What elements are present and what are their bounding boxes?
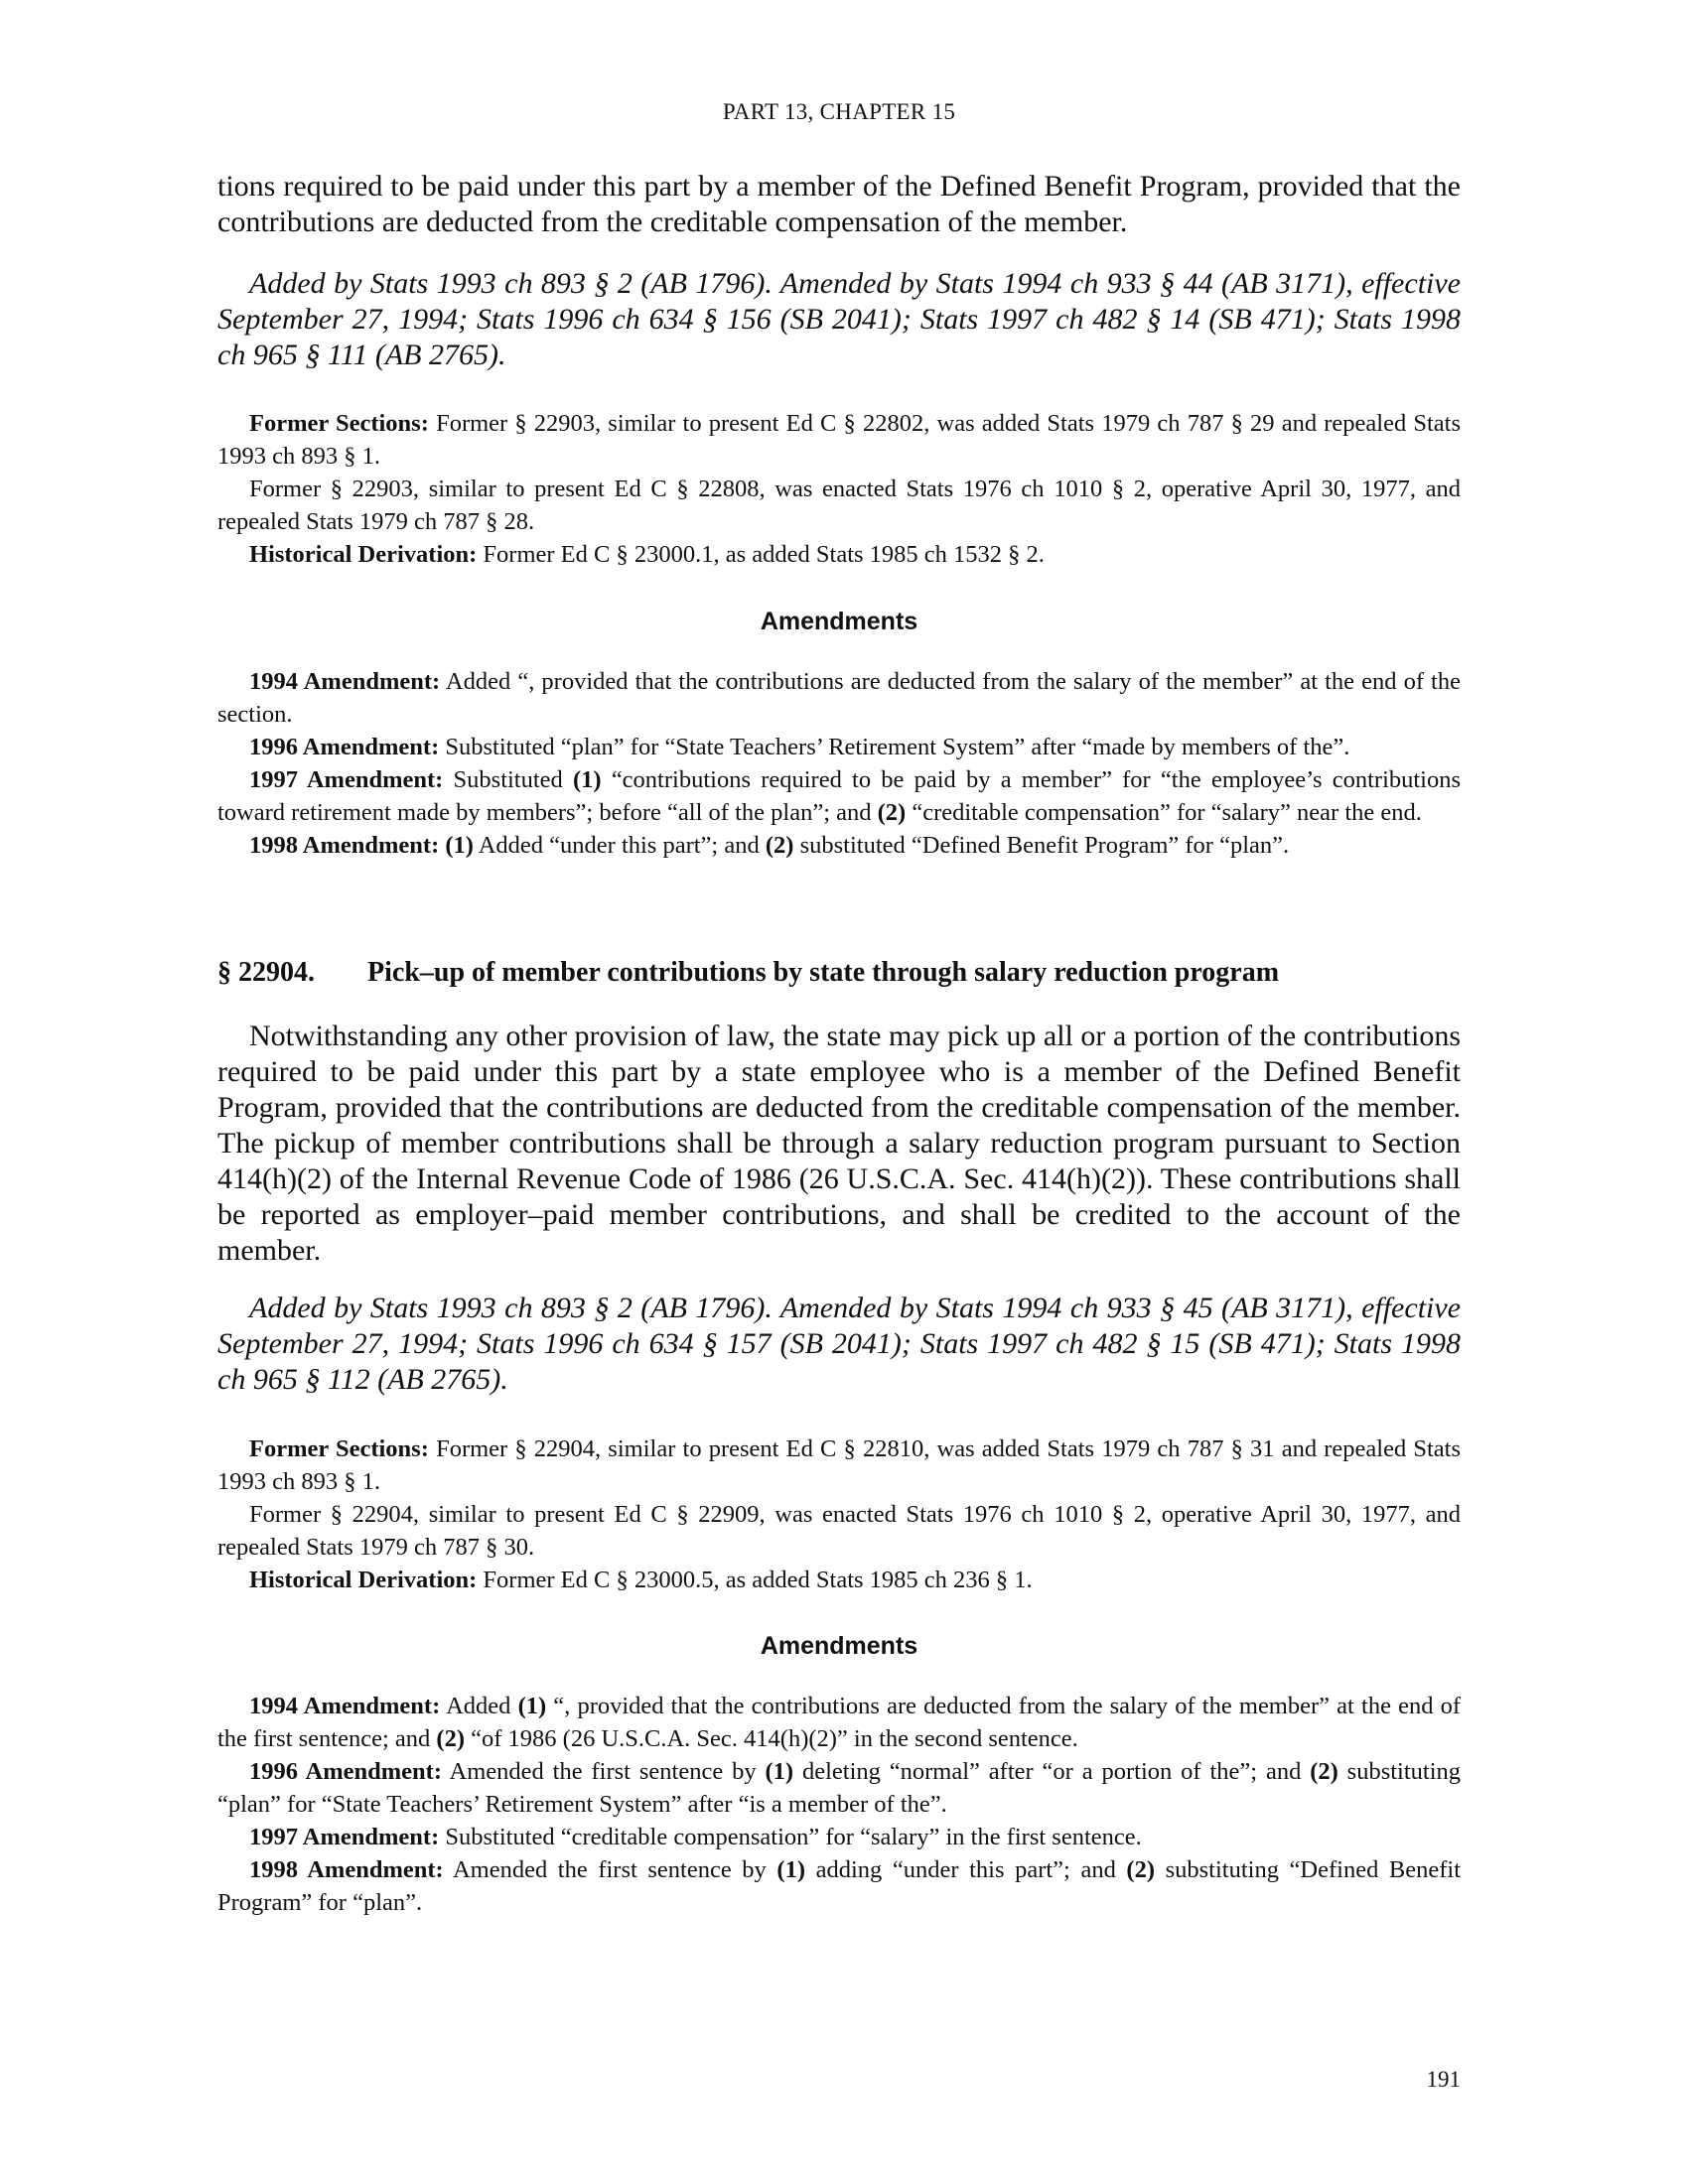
history-22904 (217, 1291, 1461, 1398)
former-sections-note (217, 407, 1461, 473)
amendment-1996-text: Substituted “plan” for “State Teachers’ Retirement System” after “made by members of the”. (445, 734, 1350, 760)
amendment-1994 (217, 665, 1461, 731)
former-sections-label: Former Sections: (249, 410, 429, 437)
item-marker: (1) (445, 832, 474, 859)
item-marker: (2) (1126, 1856, 1155, 1883)
item-marker: (1) (517, 1693, 547, 1719)
amendments-22903 (217, 665, 1461, 862)
amendment-1996-label: 1996 Amendment: (249, 734, 440, 760)
amendment-1997 (217, 763, 1461, 829)
amendment-1997 (217, 1821, 1461, 1853)
amendment-1994-text: Added “, provided that the contributions are deducted from the salary of the member” at the end of the section. (217, 668, 1461, 728)
item-marker: (2) (436, 1725, 465, 1752)
amendment-1998-text: Added “under this part”; and (478, 832, 760, 859)
item-marker: (2) (1310, 1758, 1338, 1785)
item-marker: (2) (877, 799, 907, 826)
former-sections-22904 (217, 1433, 1461, 1596)
section-body-paragraph: Notwithstanding any other provision of law, the state may pick up all or a portion of the contributions required to be paid under this part by a state employee who is a member of the Defined Benefit Program, provided that the contributions are deducted from the creditable compensation of the member. The pickup of member contributions shall be through a salary reduction program pursuant to Section 414(h)(2) of the Internal Revenue Code of 1986 (26 U.S.C.A. Sec. 414(h)(2)). These contributions shall be reported as employer–paid member contributions, and shall be credited to the account of the member. (217, 1020, 1461, 1267)
amendment-1997-label: 1997 Amendment: (249, 1824, 440, 1850)
amendment-1997-text: Substituted (453, 766, 563, 793)
amendment-1997-text: “contributions required to be paid by a member” for “the employee’s contributions toward retirement made by members”; before “all of the plan”; and (217, 766, 1462, 826)
item-marker: (1) (573, 766, 602, 793)
former-sections-label: Former Sections: (249, 1435, 429, 1462)
amendment-1997-text: Substituted “creditable compensation” for “salary” in the first sentence. (445, 1824, 1142, 1850)
amendment-1996-text: Amended the first sentence by (449, 1758, 757, 1785)
former-sections-text: Former § 22904, similar to present Ed C § 22810, was added Stats 1979 ch 787 § 31 and repealed Stats 1993 ch 893 § 1. (217, 1435, 1462, 1495)
amendment-1998 (217, 829, 1461, 862)
amendment-1997-label: 1997 Amendment: (249, 766, 444, 793)
amendment-1994-label: 1994 Amendment: (249, 1693, 441, 1719)
continuation-paragraph: tions required to be paid under this part by a member of the Defined Benefit Program, provided that the contributions are deducted from the creditable compensation of the member. (217, 170, 1461, 238)
amendment-1998-label: 1998 Amendment: (249, 832, 440, 859)
amendments-heading-22903-wrap (217, 608, 1461, 636)
section-22904-heading-wrap (217, 957, 1461, 989)
amendment-1998-text: Amended the first sentence by (452, 1856, 767, 1883)
amendment-1996-label: 1996 Amendment: (249, 1758, 442, 1785)
former-sections-note (217, 1433, 1461, 1498)
former-sections-note-2: Former § 22903, similar to present Ed C § 22808, was enacted Stats 1976 ch 1010 § 2, operative April 30, 1977, and repealed Stats 1979 ch 787 § 28. (217, 476, 1461, 535)
amendment-1998-text: substituting “Defined Benefit Program” for “plan”. (217, 1856, 1462, 1916)
section-heading (217, 957, 1461, 989)
amendments-heading-22904-wrap (217, 1632, 1461, 1661)
historical-derivation-label: Historical Derivation: (249, 1567, 478, 1593)
former-sections-text: Former § 22903, similar to present Ed C § 22802, was added Stats 1979 ch 787 § 29 and repealed Stats 1993 ch 893 § 1. (217, 410, 1462, 470)
historical-derivation-note (217, 1564, 1461, 1596)
amendment-1996-text: deleting “normal” after “or a portion of the”; and (801, 1758, 1302, 1785)
amendments-22904 (217, 1690, 1461, 1919)
amendment-1994-label: 1994 Amendment: (249, 668, 441, 695)
amendment-1994-text: Added (446, 1693, 511, 1719)
item-marker: (1) (765, 1758, 794, 1785)
amendment-1997-text: “creditable compensation” for “salary” near the end. (912, 799, 1422, 826)
amendments-heading: Amendments (760, 608, 918, 635)
former-sections-22903 (217, 407, 1461, 571)
amendment-1994 (217, 1690, 1461, 1755)
continuation-block (217, 169, 1461, 240)
amendment-1994-text: “of 1986 (26 U.S.C.A. Sec. 414(h)(2)” in the second sentence. (471, 1725, 1078, 1752)
historical-derivation-label: Historical Derivation: (249, 541, 478, 568)
item-marker: (2) (765, 832, 794, 859)
amendment-1998 (217, 1853, 1461, 1919)
amendment-1996 (217, 1755, 1461, 1821)
amendment-1994-text: “, provided that the contributions are deducted from the salary of the member” at the end of the first sentence; and (217, 1693, 1462, 1752)
historical-derivation-text: Former Ed C § 23000.5, as added Stats 1985 ch 236 § 1. (483, 1567, 1033, 1593)
history-note: Added by Stats 1993 ch 893 § 2 (AB 1796). Amended by Stats 1994 ch 933 § 44 (AB 3171), effective September 27, 1994; Stats 1996 ch 634 § 156 (SB 2041); Stats 1997 ch 482 § 14 (SB 471); Stats 1998 ch 965 § 111 (AB 2765). (217, 267, 1461, 371)
section-title: Pick–up of member contributions by state through salary reduction program (367, 957, 1280, 988)
amendment-1998-label: 1998 Amendment: (249, 1856, 444, 1883)
historical-derivation-text: Former Ed C § 23000.1, as added Stats 1985 ch 1532 § 2. (483, 541, 1045, 568)
item-marker: (1) (776, 1856, 805, 1883)
document-page (217, 0, 1461, 2184)
amendment-1996-text: substituting “plan” for “State Teachers’ Retirement System” after “is a member of the”. (217, 1758, 1462, 1818)
history-note: Added by Stats 1993 ch 893 § 2 (AB 1796). Amended by Stats 1994 ch 933 § 45 (AB 3171), effective September 27, 1994; Stats 1996 ch 634 § 157 (SB 2041); Stats 1997 ch 482 § 15 (SB 471); Stats 1998 ch 965 § 112 (AB 2765). (217, 1292, 1461, 1396)
former-sections-note-2: Former § 22904, similar to present Ed C § 22909, was enacted Stats 1976 ch 1010 § 2, operative April 30, 1977, and repealed Stats 1979 ch 787 § 30. (217, 1501, 1461, 1561)
amendment-1998-text: substituted “Defined Benefit Program” for “plan”. (799, 832, 1290, 859)
historical-derivation-note (217, 538, 1461, 571)
section-number: § 22904. (217, 957, 315, 988)
history-22903 (217, 266, 1461, 373)
section-22904-body (217, 1019, 1461, 1269)
running-head: PART 13, CHAPTER 15 (722, 99, 956, 124)
amendments-heading: Amendments (760, 1632, 918, 1660)
amendment-1998-text: adding “under this part”; and (815, 1856, 1116, 1883)
amendment-1996 (217, 731, 1461, 763)
page-number: 191 (1426, 2067, 1461, 2092)
